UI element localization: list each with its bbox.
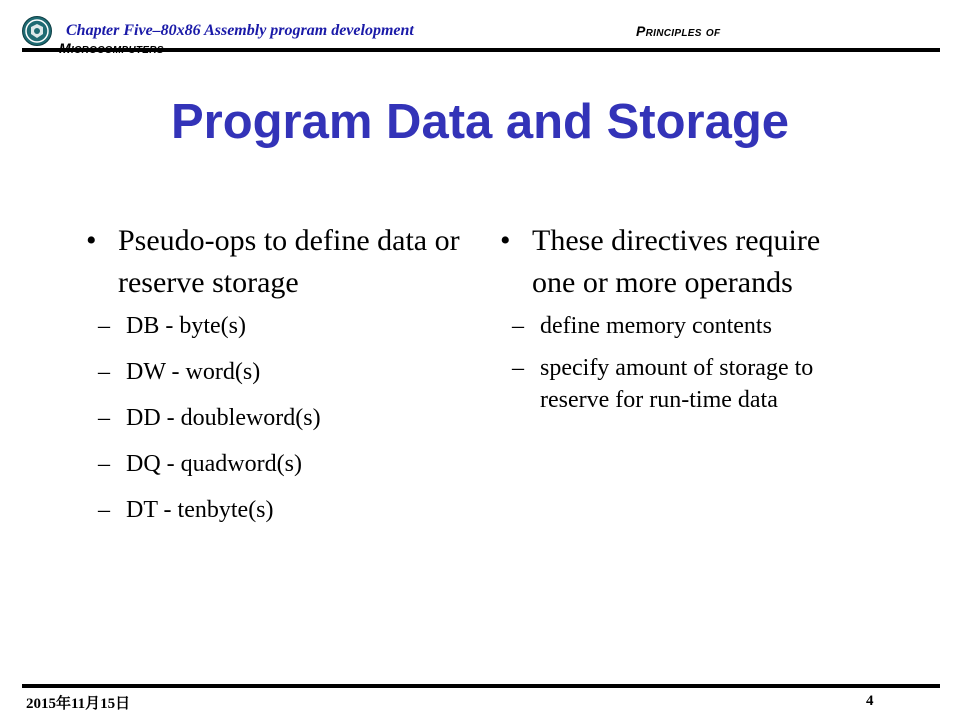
page-number: 4: [866, 693, 874, 709]
university-seal-icon: [22, 16, 52, 46]
footer-date: 2015年11月15日: [26, 696, 131, 712]
footer-divider: [22, 684, 940, 688]
right-bullet: [500, 220, 860, 304]
list-item-text: DB - byte(s): [126, 313, 246, 339]
header-divider: [22, 48, 940, 52]
dash-icon: –: [98, 497, 110, 523]
right-bullet-text: These directives require one or more operands: [532, 224, 821, 299]
course-name-line1: Principles of: [636, 23, 721, 39]
dash-icon: –: [512, 355, 524, 381]
list-item-text: DQ - quadword(s): [126, 451, 302, 477]
left-sub-list: [86, 310, 466, 526]
dash-icon: –: [98, 451, 110, 477]
list-item: [500, 352, 860, 416]
left-bullet: [86, 220, 466, 304]
slide-title: Program Data and Storage: [170, 95, 790, 149]
dash-icon: –: [512, 313, 524, 339]
list-item-text: DT - tenbyte(s): [126, 497, 274, 523]
list-item: [500, 310, 860, 342]
dash-icon: –: [98, 405, 110, 431]
list-item-text: DW - word(s): [126, 359, 261, 385]
list-item-text: DD - doubleword(s): [126, 405, 321, 431]
left-column: [86, 220, 466, 540]
dash-icon: –: [98, 313, 110, 339]
list-item-text: specify amount of storage to reserve for run-time data: [540, 355, 814, 413]
list-item-text: define memory contents: [540, 313, 772, 339]
chapter-heading: Chapter Five–80x86 Assembly program development: [66, 22, 414, 39]
list-item: [86, 356, 466, 388]
list-item: [86, 494, 466, 526]
bullet-dot-icon: •: [500, 224, 511, 257]
bullet-dot-icon: •: [86, 224, 97, 257]
right-column: [500, 220, 860, 426]
dash-icon: –: [98, 359, 110, 385]
list-item: [86, 448, 466, 480]
list-item: [86, 310, 466, 342]
list-item: [86, 402, 466, 434]
right-sub-list: [500, 310, 860, 416]
left-bullet-text: Pseudo-ops to define data or reserve storage: [118, 224, 460, 299]
